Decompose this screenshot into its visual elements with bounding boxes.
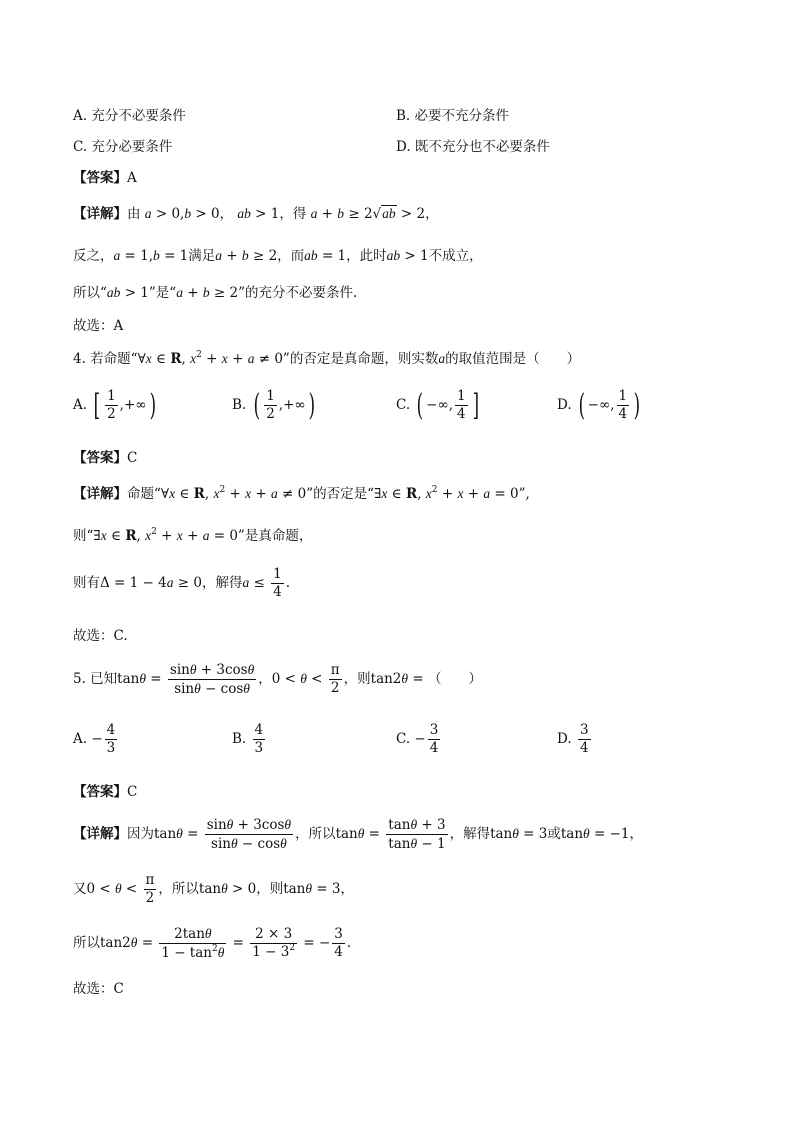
text: ，: [340, 881, 354, 897]
math: ab: [382, 206, 396, 221]
detail-line-2: 则“∃x ∈ R, $x^2 + x + a = 0$”是真命题，: [73, 527, 313, 544]
fraction: $\frac{\sin\theta + 3\cos\theta}{\sin\theta - \cos\theta}$: [206, 817, 292, 852]
option-label: A.: [73, 397, 88, 413]
option-label: D.: [557, 731, 572, 747]
text: 反之，: [73, 248, 114, 264]
option-b: B. ( $\frac{1}{2}$ ,+∞): [232, 387, 315, 423]
answer-line: [73, 166, 137, 186]
text: 又: [73, 881, 87, 897]
text: ，则: [343, 671, 371, 687]
math: θ: [357, 826, 365, 841]
question-4-stem: 4. 若命题“∀x ∈ R, $x^2 + x + a \ne 0$”的否定是真命题，则实数a的取值范围是（ ）: [73, 350, 581, 367]
text: ”的否定是真命题，则实数: [282, 351, 439, 367]
math: ab: [237, 206, 251, 221]
detail-line-3: 则有Δ = 1 − 4a ≥ 0，解得a ≤ $\frac{1}{4}$ .: [73, 566, 290, 600]
math: x: [145, 528, 152, 543]
math: θ: [114, 881, 122, 896]
math: a: [166, 575, 174, 590]
option-b: [232, 722, 267, 757]
text: 5. 已知: [73, 671, 118, 687]
fraction: $\frac{4}{3}$: [254, 722, 264, 756]
text: ，则: [256, 881, 284, 897]
option-d: D. ( −∞, $\frac{1}{4}$ ): [557, 387, 641, 423]
option-a: A. − $\frac{4}{3}$: [73, 722, 116, 756]
option-c: C. − $\frac{3}{4}$: [396, 722, 439, 756]
math: θ: [130, 935, 138, 950]
detail-line-3: 所以“ab > 1”是“a + b ≥ 2”的充分不必要条件.: [73, 285, 358, 301]
answer-value: C: [127, 784, 138, 800]
bracket: [: [93, 387, 101, 423]
text: ”,: [518, 486, 530, 502]
option-label: B.: [232, 397, 247, 413]
answer-value: C: [127, 450, 138, 466]
text: 因为: [127, 826, 154, 842]
fraction: $\frac{2 \times 3}{1 - 3^2}$: [252, 926, 296, 960]
math: a: [310, 206, 318, 221]
math: x: [145, 351, 152, 366]
text: 或: [547, 826, 561, 842]
math: x: [245, 486, 252, 501]
math: ab: [304, 248, 318, 263]
fraction: $\frac{2\tan\theta}{1 - \tan^2\theta}$: [161, 926, 225, 961]
math: x: [425, 486, 432, 501]
math: θ: [583, 826, 590, 841]
bracket: (: [578, 387, 586, 423]
choose-line: 故选：C: [73, 981, 124, 997]
text: ，得: [279, 206, 307, 222]
text: （ ）: [427, 671, 482, 687]
text: ，解得: [201, 575, 243, 591]
math: b: [184, 206, 192, 221]
math: a: [242, 575, 250, 590]
text: ，所以: [295, 826, 336, 842]
math: x: [381, 486, 388, 501]
math: b: [153, 248, 160, 263]
option-d: D. 既不充分也不必要条件: [396, 139, 550, 155]
fraction: $\frac{1}{4}$: [457, 388, 466, 422]
fraction: $\frac{1}{4}$: [273, 566, 282, 600]
fraction: $\frac{1}{2}$: [107, 388, 116, 422]
bracket: ]: [472, 387, 479, 423]
math: b: [337, 206, 345, 221]
math: a: [215, 248, 223, 263]
bracket: (: [253, 387, 260, 423]
fraction: $\frac{\tan\theta + 3}{\tan\theta - 1}$: [388, 817, 446, 852]
fraction: $\frac{3}{4}$: [429, 722, 439, 756]
fraction: $\frac{\pi}{2}$: [145, 872, 155, 906]
choose-line: 故选：C.: [73, 628, 128, 644]
math: x: [213, 486, 220, 501]
text: ，: [219, 206, 234, 222]
math: θ: [221, 881, 228, 896]
detail-tag: 【详解】: [73, 826, 127, 842]
text: ”的充分不必要条件.: [238, 285, 358, 301]
math: ab: [106, 285, 121, 300]
math: x: [221, 351, 228, 366]
text: ，此时: [346, 248, 387, 264]
math: a: [483, 486, 491, 501]
text: ，解得: [449, 826, 491, 842]
fraction: $\frac{1}{2}$: [266, 388, 275, 422]
detail-line-2: 又0 < θ < $\frac{\pi}{2}$ ，所以tanθ > 0，则tanθ = 3，: [73, 872, 354, 906]
option-d: [557, 722, 593, 757]
text: .: [346, 935, 352, 951]
text: ，: [425, 206, 439, 222]
detail-line-1: 【详解】因为tanθ = $\frac{\sin\theta + 3\cos\theta}{\sin\theta - \cos\theta}$ ，所以tanθ = $\frac{\tan\theta + 3}{\tan\theta - 1}$ ，解得tanθ = 3或tanθ = −1，: [73, 817, 643, 852]
text: 则有: [73, 575, 100, 591]
text: ，: [258, 671, 272, 687]
math: θ: [139, 671, 146, 686]
choose-line: 故选：A: [73, 318, 124, 334]
text: ”是真命题，: [237, 528, 313, 544]
math: θ: [300, 671, 307, 686]
math: x: [457, 486, 464, 501]
math: a: [176, 285, 183, 300]
option-c: C. ( −∞, $\frac{1}{4}$ ]: [396, 387, 479, 423]
text: 所以: [73, 935, 100, 951]
option-label: C.: [396, 731, 411, 747]
question-5-stem: 5. 已知tanθ = $\frac{\sin\theta + 3\cos\theta}{\sin\theta - \cos\theta}$ ，0 < θ < $\frac{\pi}{2}$ ，则tan2θ = （ ）: [73, 662, 482, 697]
fraction: $\frac{3}{4}$: [579, 722, 589, 756]
text: 的取值范围是（ ）: [445, 351, 581, 367]
fraction: $\frac{3}{4}$: [334, 926, 343, 960]
answer-tag: 【答案】: [73, 450, 127, 466]
bracket: ): [149, 387, 156, 423]
bracket: ): [633, 387, 641, 423]
fraction: $\frac{\sin\theta + 3\cos\theta}{\sin\theta - \cos\theta}$: [169, 662, 255, 697]
math: a: [202, 528, 210, 543]
fraction: $\frac{\pi}{2}$: [330, 662, 340, 696]
math: ab: [386, 248, 401, 263]
text: 4. 若命题“: [73, 351, 138, 367]
math: x: [100, 528, 107, 543]
answer-line: [73, 446, 137, 466]
text: 满足: [188, 248, 216, 264]
math: a: [113, 248, 121, 263]
option-label: A.: [73, 731, 88, 747]
detail-tag: 【详解】: [73, 486, 127, 502]
math: θ: [305, 881, 313, 896]
text: .: [285, 575, 290, 591]
detail-line-1: 【详解】由 a > 0,b > 0， ab > 1，得 a + b ≥ 2√ab > 2，: [73, 206, 439, 222]
detail-line-2: 反之，a = 1,b = 1满足a + b ≥ 2，而ab = 1，此时ab > 1不成立，: [73, 248, 483, 264]
answer-line: [73, 780, 137, 800]
text: 由: [127, 206, 141, 222]
math: x: [176, 528, 183, 543]
text: 不成立，: [428, 248, 483, 264]
detail-line-1: 【详解】命题“∀x ∈ R, $x^2 + x + a \ne 0$”的否定是“∃x ∈ R, $x^2 + x + a = 0$”,: [73, 485, 530, 502]
option-label: C.: [396, 397, 411, 413]
math: a: [144, 206, 152, 221]
math: a: [271, 486, 278, 501]
bracket: (: [417, 387, 424, 423]
math: b: [202, 285, 210, 300]
text: 所以“: [73, 285, 107, 301]
option-label: D.: [557, 397, 572, 413]
math: a: [247, 351, 255, 366]
answer-value: A: [127, 170, 137, 186]
text: ，: [629, 826, 643, 842]
option-a: A. [ $\frac{1}{2}$ ,+∞): [73, 387, 156, 423]
text: ，所以: [158, 881, 199, 897]
math: b: [241, 248, 249, 263]
detail-line-3: 所以tan2θ = $\frac{2\tan\theta}{1 - \tan^2\theta}$ = $\frac{2 \times 3}{1 - 3^2}$ = − $\frac{3}{4}$ .: [73, 926, 352, 961]
text: ”的否定是“: [306, 486, 375, 502]
math: θ: [401, 671, 409, 686]
option-c: C. 充分必要条件: [73, 139, 173, 155]
text: 命题“: [127, 486, 161, 502]
answer-tag: 【答案】: [73, 784, 127, 800]
math: x: [190, 351, 197, 366]
text: 则“: [73, 528, 94, 544]
fraction: $\frac{4}{3}$: [106, 722, 116, 756]
option-label: B.: [232, 731, 247, 747]
math: a: [438, 351, 446, 366]
text: ，而: [277, 248, 305, 264]
option-a: A. 充分不必要条件: [73, 108, 186, 124]
option-b: B. 必要不充分条件: [396, 108, 510, 124]
fraction: $\frac{1}{4}$: [618, 388, 628, 422]
math: θ: [176, 826, 183, 841]
text: ”是“: [148, 285, 177, 301]
detail-tag: 【详解】: [73, 206, 127, 222]
math: x: [169, 486, 176, 501]
bracket: ): [308, 387, 315, 423]
answer-tag: 【答案】: [73, 170, 127, 186]
math: θ: [512, 826, 519, 841]
